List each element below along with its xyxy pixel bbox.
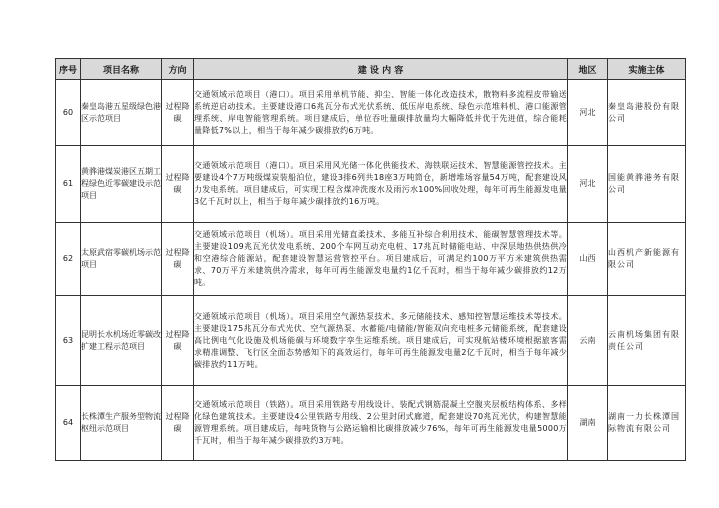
project-direction: 过程降碳 <box>162 223 194 296</box>
project-region: 河北 <box>568 146 608 223</box>
project-content: 交通领域示范项目（港口）。项目采用风光储一体化供能技术、海铁联运技术、智慧能源管控技术。主要建设4个7万吨级煤炭装船泊位，建设3排6列共18座3万吨筒仓，新增堆场容量54万吨，配套建设风力发电系统。项目建成后，可实现工程含煤冲洗废水及雨污水100%回收处理，每年可再生能源发电量3亿千瓦时以上，相当于每年减少碳排放约16万吨。 <box>194 146 568 223</box>
project-name: 秦皇岛港五星级绿色港区示范项目 <box>81 80 162 146</box>
table-row <box>56 146 686 223</box>
project-direction: 过程降碳 <box>162 146 194 223</box>
table-row <box>56 296 686 386</box>
project-content: 交通领域示范项目（机场）。项目采用光储直柔技术、多能互补综合利用技术、能碳智慧管理技术等。主要建设109兆瓦光伏发电系统、200个车网互动充电桩、17兆瓦时储能电站、中深层地热供热供冷和空港综合能源站，配套建设智慧运营管控平台。项目建成后，可满足约100万平方米建筑供热需求、70万平方米建筑供冷需求，每年可再生能源发电量约1亿千瓦时，相当于每年减少碳排放约12万吨。 <box>194 223 568 296</box>
project-content: 交通领域示范项目（港口）。项目采用单机节能、抑尘、智能一体化改造技术，散物料多流程皮带输送系统逆启动技术。主要建设港口6兆瓦分布式光伏系统、低压岸电系统、绿色示范堆料机、港口能源管理系统、岸电智能管理系统。项目建成后，单位吞吐量碳排放量均大幅降低并优于先进值，综合能耗量降低7%以上，相当于每年减少碳排放约6万吨。 <box>194 80 568 146</box>
table-row <box>56 386 686 461</box>
project-content: 交通领域示范项目（机场）。项目采用空气源热泵技术、多元储能技术、感知控智慧运维技术等技术。主要建设175兆瓦分布式光伏、空气源热泵、水蓄能/电储能/智能双向充电桩多元储能系统，配套建设高比例电气化设施及机场能碳与环境数字孪生运维系统。项目建成后，可实现航站楼环境根据旅客需求精准调整、飞行区全面态势感知下的高效运行，每年可再生能源发电量2亿千瓦时，相当于每年减少碳排放约11万吨。 <box>194 296 568 386</box>
project-entity: 山西机产新能源有限公司 <box>608 223 686 296</box>
project-entity: 国能黄骅港务有限公司 <box>608 146 686 223</box>
table-row <box>56 80 686 146</box>
project-entity: 湖南一力长株潭国际物流有限公司 <box>608 386 686 461</box>
project-name: 太原武宿零碳机场示范项目 <box>81 223 162 296</box>
project-region: 云南 <box>568 296 608 386</box>
project-region: 山西 <box>568 223 608 296</box>
project-content: 交通领域示范项目（铁路）。项目采用铁路专用线设计、装配式钢筋混凝土空腹夹层板结构体系、多样化绿色建筑技术。主要建设4公里铁路专用线、2公里封闭式廊道，配套建设70兆瓦光伏，构建智慧能源管理系统。项目建成后，每吨货物与公路运输相比碳排放减少76%，每年可再生能源发电量5000万千瓦时，相当于每年减少碳排放约3万吨。 <box>194 386 568 461</box>
project-direction: 过程降碳 <box>162 296 194 386</box>
project-region: 河北 <box>568 80 608 146</box>
row-number: 63 <box>56 296 81 386</box>
row-number: 64 <box>56 386 81 461</box>
table-header <box>56 59 686 80</box>
project-direction: 过程降碳 <box>162 386 194 461</box>
row-number: 60 <box>56 80 81 146</box>
header-direction: 方向 <box>162 59 194 80</box>
header-no: 序号 <box>56 59 81 80</box>
project-name: 黄骅港煤炭港区五期工程绿色近零碳建设示范项目 <box>81 146 162 223</box>
table-row <box>56 223 686 296</box>
header-name: 项目名称 <box>81 59 162 80</box>
header-entity: 实施主体 <box>608 59 686 80</box>
project-name: 昆明长水机场近零碳改扩建工程示范项目 <box>81 296 162 386</box>
projects-table <box>55 58 686 461</box>
row-number: 61 <box>56 146 81 223</box>
project-entity: 秦皇岛港股份有限公司 <box>608 80 686 146</box>
project-name: 长株潭生产服务型物流枢纽示范项目 <box>81 386 162 461</box>
header-content: 建 设 内 容 <box>194 59 568 80</box>
project-region: 湖南 <box>568 386 608 461</box>
project-direction: 过程降碳 <box>162 80 194 146</box>
header-region: 地区 <box>568 59 608 80</box>
row-number: 62 <box>56 223 81 296</box>
project-entity: 云南机场集团有限责任公司 <box>608 296 686 386</box>
